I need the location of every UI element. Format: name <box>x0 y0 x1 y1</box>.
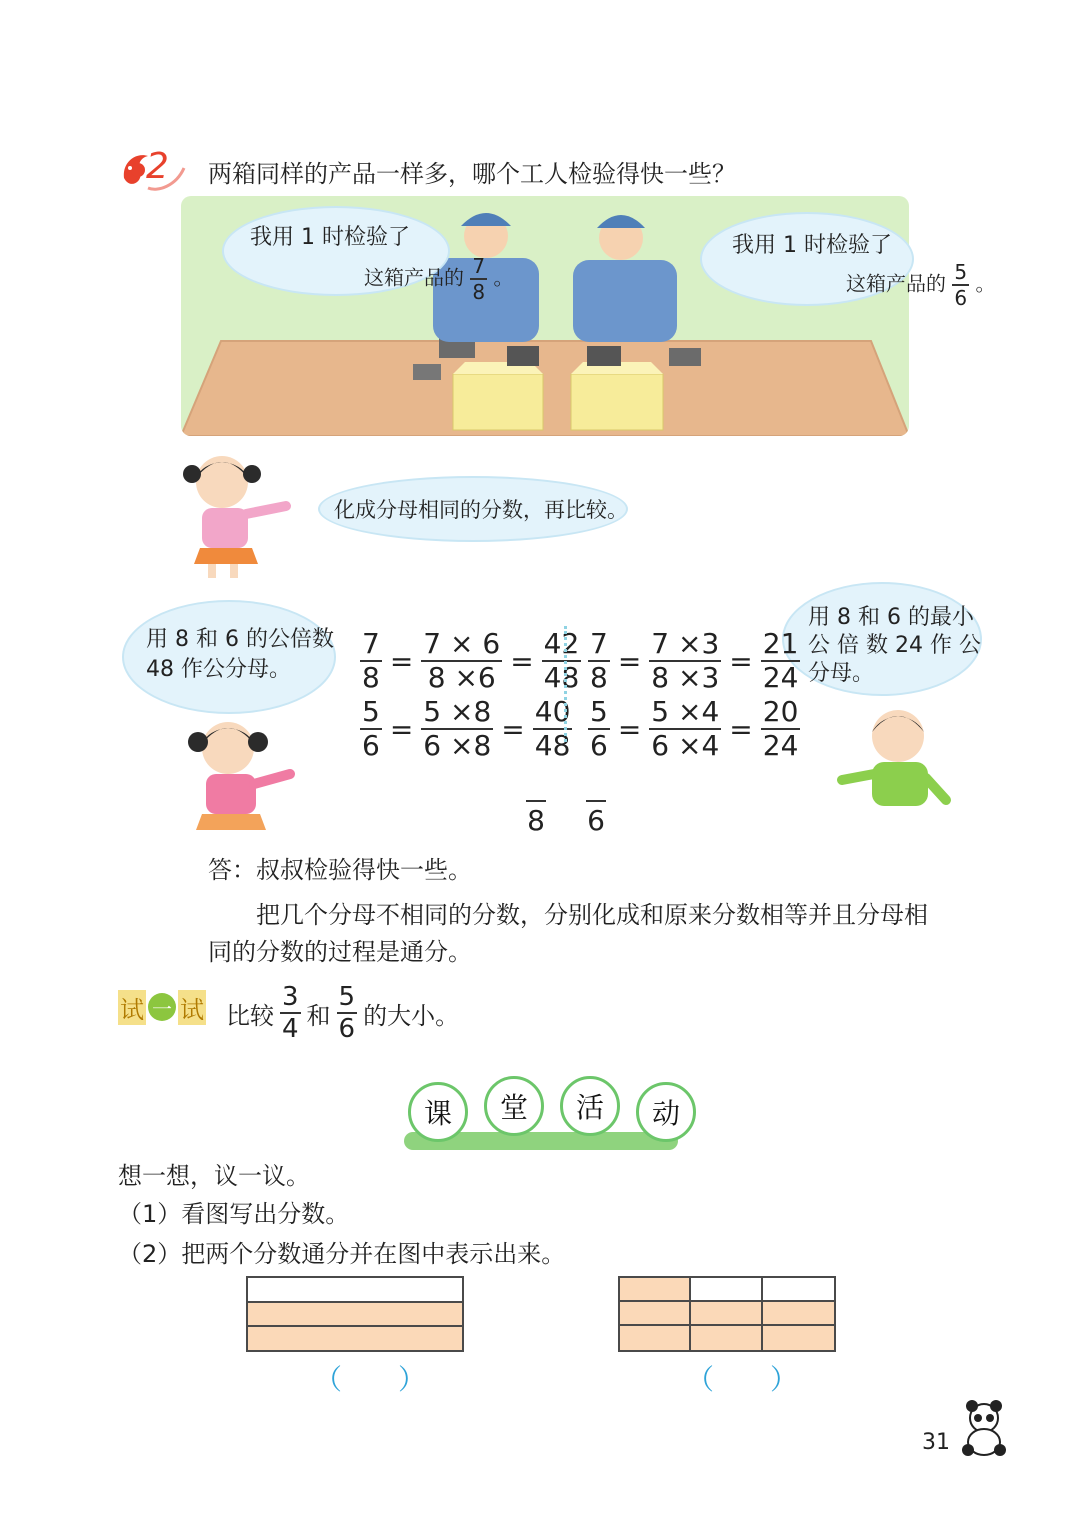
boy-bubble-line3: 分母。 <box>808 661 875 686</box>
activity-char-1: 课 <box>408 1082 468 1142</box>
numerator: 40 <box>534 695 571 728</box>
activity-char-3: 活 <box>560 1076 620 1136</box>
try-it-label <box>118 990 206 1024</box>
grid-right-cell <box>763 1302 834 1326</box>
activity-intro: 想一想，议一议。 <box>118 1162 310 1190</box>
try-it-question <box>226 984 459 1042</box>
equation-left-row1 <box>360 627 581 694</box>
equals-sign: = <box>617 644 642 678</box>
left-worker-line2-text: 这箱产品的 <box>364 265 464 290</box>
try-it-text-post: 的大小。 <box>363 1001 460 1030</box>
fraction-numerator: 7 <box>472 254 486 278</box>
fraction-seven-eighths <box>470 256 487 302</box>
frac-a <box>588 695 610 762</box>
right-worker-line2-end: 。 <box>975 271 996 296</box>
numerator: 5 <box>590 695 608 728</box>
frac-b <box>649 627 721 694</box>
fraction-denominator: 8 <box>472 280 486 304</box>
equals-sign: = <box>389 644 414 678</box>
equation-right-row1 <box>588 627 800 694</box>
girl-illustration-bottom <box>186 714 306 832</box>
numerator: 20 <box>762 695 799 728</box>
denominator: 24 <box>762 729 799 762</box>
frac-c <box>542 627 582 694</box>
denominator: 4 <box>282 1014 299 1044</box>
equation-left-row2 <box>360 695 572 762</box>
denominator: 8 ×3 <box>651 661 720 694</box>
girl-bottom-bubble-line1: 用 8 和 6 的公倍数 <box>146 627 334 652</box>
try-it-char1: 试 <box>118 990 146 1025</box>
fraction-five-sixths <box>952 262 969 308</box>
try-it-char3: 试 <box>178 990 206 1025</box>
method-separator <box>564 626 567 742</box>
frac-b <box>649 695 721 762</box>
denominator: 8 <box>362 661 380 694</box>
right-worker-line2 <box>846 262 995 308</box>
stray-digit-eight: 8 <box>526 800 546 837</box>
numerator: 21 <box>762 627 799 660</box>
numerator: 5 <box>362 695 380 728</box>
denominator: 6 <box>590 729 608 762</box>
denominator: 48 <box>543 661 580 694</box>
fraction-grid-left <box>246 1276 464 1352</box>
grid-right-cell <box>691 1326 762 1350</box>
frac-c <box>761 627 801 694</box>
example-number: 2 <box>146 146 169 187</box>
equals-sign: = <box>729 644 753 678</box>
numerator: 5 ×8 <box>423 695 492 728</box>
try-it-text-pre: 比较 <box>226 1001 274 1030</box>
equals-sign: = <box>510 644 534 678</box>
frac-a <box>588 627 610 694</box>
numerator: 7 × 6 <box>423 627 501 660</box>
boy-illustration <box>836 704 952 814</box>
denominator: 8 <box>590 661 608 694</box>
page-number: 31 <box>922 1430 950 1455</box>
activity-title <box>400 1082 704 1142</box>
grid-right-cell <box>691 1278 762 1302</box>
grid-right-cell <box>691 1302 762 1326</box>
example-number-badge <box>118 148 190 194</box>
grid-right-cell <box>620 1302 691 1326</box>
numerator: 42 <box>543 627 580 660</box>
fraction-numerator: 5 <box>954 260 968 284</box>
grid-right-cell <box>763 1326 834 1350</box>
stray-digit-six: 6 <box>586 800 606 837</box>
equals-sign: = <box>617 712 642 746</box>
activity-question-1: （1）看图写出分数。 <box>118 1200 350 1228</box>
equation-right-row2 <box>588 695 800 762</box>
denominator: 24 <box>762 661 799 694</box>
equals-sign: = <box>501 712 525 746</box>
try-it-text-mid: 和 <box>306 1001 331 1030</box>
numerator: 3 <box>282 982 299 1012</box>
left-worker-line2 <box>364 256 513 302</box>
grid-left-row-3 <box>248 1327 462 1350</box>
numerator: 7 <box>362 627 380 660</box>
numerator: 5 <box>338 982 356 1012</box>
answer-blank-right[interactable]: （ ） <box>686 1363 799 1396</box>
denominator: 6 ×8 <box>423 729 492 762</box>
definition-line2: 同的分数的过程是通分。 <box>208 938 472 966</box>
activity-question-2: （2）把两个分数通分并在图中表示出来。 <box>118 1240 566 1268</box>
right-worker-line2-text: 这箱产品的 <box>846 271 946 296</box>
grid-right-cell <box>620 1278 691 1302</box>
answer-blank-left[interactable]: （ ） <box>314 1363 427 1396</box>
right-worker-line1: 我用 1 时检验了 <box>732 233 892 258</box>
grid-left-row-1 <box>248 1278 462 1303</box>
frac-a <box>360 695 382 762</box>
numerator: 5 ×4 <box>651 695 720 728</box>
equals-sign: = <box>389 712 414 746</box>
answer-text: 答：叔叔检验得快一些。 <box>208 856 472 884</box>
numerator: 7 <box>590 627 608 660</box>
boy-bubble-line2: 公 倍 数 24 作 公 <box>808 633 981 658</box>
grid-left-row-2 <box>248 1303 462 1328</box>
grid-right-cell <box>620 1326 691 1350</box>
grid-right-cell <box>763 1278 834 1302</box>
girl-top-bubble-text: 化成分母相同的分数，再比较。 <box>334 498 628 522</box>
fraction-three-quarters <box>280 984 301 1042</box>
denominator: 48 <box>534 729 571 762</box>
girl-bottom-bubble-line2: 48 作公分母。 <box>146 657 291 682</box>
fraction-five-sixths-try <box>337 984 358 1042</box>
denominator: 6 ×4 <box>651 729 720 762</box>
numerator: 7 ×3 <box>651 627 720 660</box>
girl-illustration-top <box>182 448 302 584</box>
try-it-char2: 一 <box>148 993 176 1021</box>
fraction-grid-right <box>618 1276 836 1352</box>
denominator: 6 <box>338 1014 356 1044</box>
frac-b <box>421 695 493 762</box>
denominator: 6 <box>362 729 380 762</box>
equals-sign: = <box>729 712 753 746</box>
frac-b <box>421 627 502 694</box>
frac-c <box>761 695 801 762</box>
activity-char-2: 堂 <box>484 1076 544 1136</box>
panda-icon <box>958 1400 1010 1458</box>
example-question: 两箱同样的产品一样多，哪个工人检验得快一些？ <box>208 160 736 188</box>
boy-bubble-line1: 用 8 和 6 的最小 <box>808 605 974 630</box>
fraction-denominator: 6 <box>954 286 968 310</box>
left-worker-line1: 我用 1 时检验了 <box>250 225 410 250</box>
left-worker-line2-end: 。 <box>493 265 514 290</box>
denominator: 8 ×6 <box>427 661 496 694</box>
frac-a <box>360 627 382 694</box>
activity-char-4: 动 <box>636 1082 696 1142</box>
definition-line1: 把几个分母不相同的分数，分别化成和原来分数相等并且分母相 <box>256 901 928 929</box>
